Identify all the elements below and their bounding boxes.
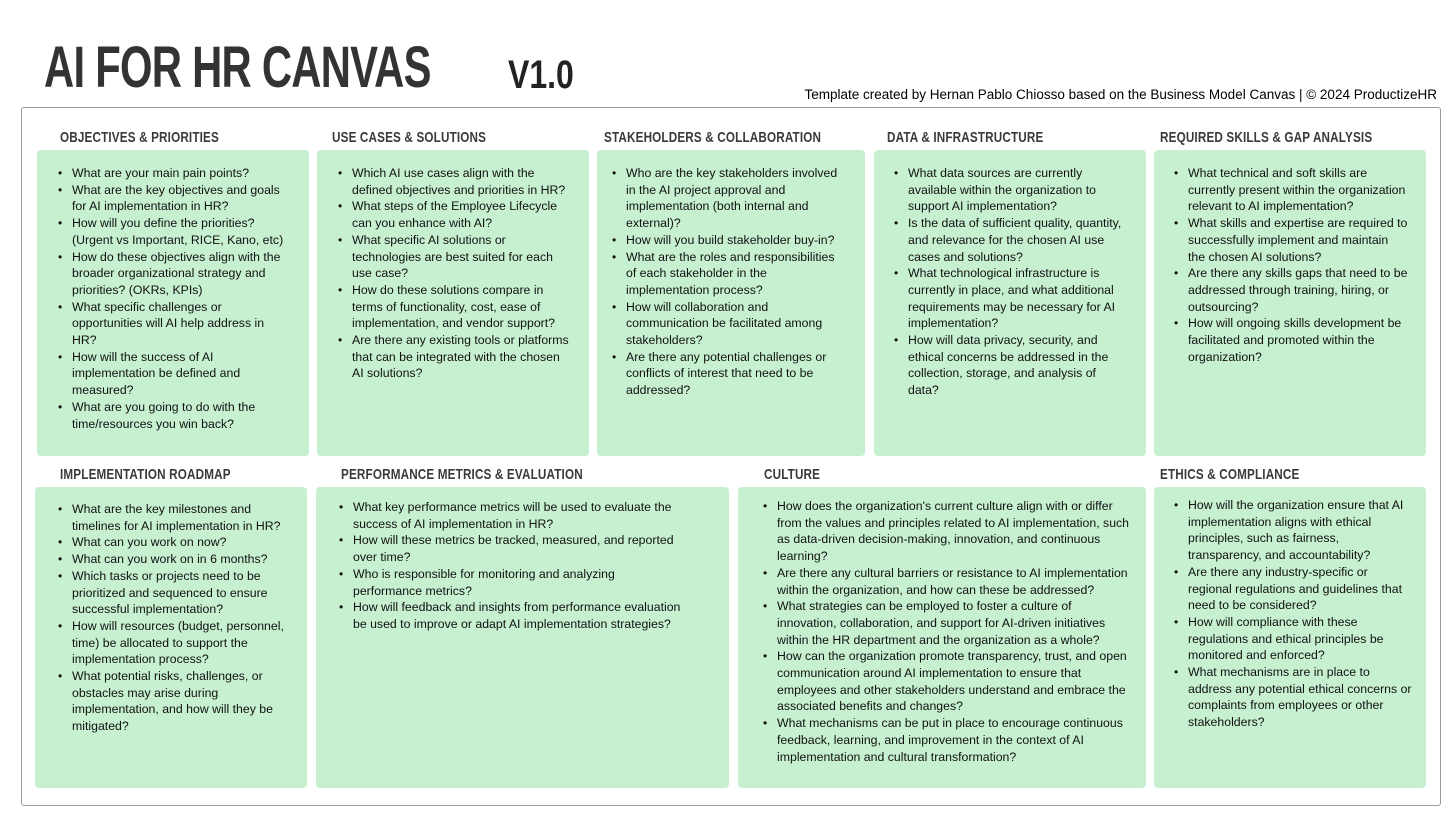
objectives-list <box>58 165 291 432</box>
list-item: • How will ongoing skills development be facilitated and promoted within the organization? <box>1174 315 1408 365</box>
data-list <box>894 165 1124 399</box>
list-item: • What key performance metrics will be used to evaluate the success of AI implementation in HR? <box>339 499 685 532</box>
list-item: • How will resources (budget, personnel, time) be allocated to support the implementation process? <box>58 618 289 668</box>
list-item: • What technical and soft skills are currently present within the organization relevant to AI implementation? <box>1174 165 1408 215</box>
list-item: • How will the organization ensure that AI implementation aligns with ethical principles, such as fairness, transparency, and accountability? <box>1174 497 1412 564</box>
list-item: • What mechanisms can be put in place to encourage continuous feedback, learning, and improvement in the context of AI implementation and cultural transformation? <box>763 715 1130 765</box>
list-item: • Who is responsible for monitoring and analyzing performance metrics? <box>339 566 685 599</box>
card-ethics-compliance <box>1154 487 1426 788</box>
list-item: • Is the data of sufficient quality, quantity, and relevance for the chosen AI use cases and solutions? <box>894 215 1124 265</box>
heading-implementation-roadmap: IMPLEMENTATION ROADMAP <box>60 466 231 483</box>
list-item: • What are your main pain points? <box>58 165 291 182</box>
list-item: • What skills and expertise are required to successfully implement and maintain the chosen AI solutions? <box>1174 215 1408 265</box>
card-skills-gap <box>1154 150 1426 456</box>
list-item: • How will feedback and insights from performance evaluation be used to improve or adapt AI implementation strategies? <box>339 599 685 632</box>
list-item: • How will these metrics be tracked, measured, and reported over time? <box>339 532 685 565</box>
list-item: • How will the success of AI implementation be defined and measured? <box>58 349 291 399</box>
list-item: • How will compliance with these regulations and ethical principles be monitored and enforced? <box>1174 614 1412 664</box>
list-item: • How will you build stakeholder buy-in? <box>612 232 847 249</box>
list-item: • What mechanisms are in place to address any potential ethical concerns or complaints from employees or other stakeholders? <box>1174 664 1412 731</box>
canvas-title: AI FOR HR CANVAS <box>44 35 431 100</box>
list-item: • What are the key objectives and goals for AI implementation in HR? <box>58 182 291 215</box>
culture-list <box>763 498 1130 765</box>
list-item: • What are the roles and responsibilities of each stakeholder in the implementation process? <box>612 249 847 299</box>
list-item: • What strategies can be employed to foster a culture of innovation, collaboration, and support for AI-driven initiatives within the HR department and the organization as a whole? <box>763 598 1130 648</box>
skills-list <box>1174 165 1408 365</box>
heading-performance-metrics: PERFORMANCE METRICS & EVALUATION <box>341 466 583 483</box>
card-data-infrastructure <box>874 150 1146 456</box>
list-item: • Are there any cultural barriers or resistance to AI implementation within the organization, and how can these be addressed? <box>763 565 1130 598</box>
card-stakeholders-collaboration <box>597 150 865 456</box>
use-cases-list <box>338 165 571 382</box>
heading-skills-gap: REQUIRED SKILLS & GAP ANALYSIS <box>1160 129 1373 146</box>
list-item: • What technological infrastructure is currently in place, and what additional requirements may be necessary for AI implementation? <box>894 265 1124 332</box>
list-item: • Who are the key stakeholders involved in the AI project approval and implementation (both internal and external)? <box>612 165 847 232</box>
ethics-list <box>1174 497 1412 731</box>
list-item: • What specific AI solutions or technologies are best suited for each use case? <box>338 232 571 282</box>
list-item: • Are there any existing tools or platforms that can be integrated with the chosen AI solutions? <box>338 332 571 382</box>
list-item: • What specific challenges or opportunities will AI help address in HR? <box>58 299 291 349</box>
metrics-list <box>339 499 685 633</box>
list-item: • What can you work on now? <box>58 534 289 551</box>
list-item: • How does the organization's current culture align with or differ from the values and principles related to AI implementation, such as data-driven decision-making, innovation, and continuous learning? <box>763 498 1130 565</box>
card-culture <box>738 487 1146 788</box>
list-item: • What data sources are currently available within the organization to support AI implementation? <box>894 165 1124 215</box>
list-item: • What can you work on in 6 months? <box>58 551 289 568</box>
list-item: • What are you going to do with the time/resources you win back? <box>58 399 291 432</box>
list-item: • Which tasks or projects need to be prioritized and sequenced to ensure successful implementation? <box>58 568 289 618</box>
heading-objectives-priorities: OBJECTIVES & PRIORITIES <box>60 129 219 146</box>
list-item: • How will you define the priorities? (Urgent vs Important, RICE, Kano, etc) <box>58 215 291 248</box>
card-use-cases-solutions <box>317 150 589 456</box>
heading-ethics-compliance: ETHICS & COMPLIANCE <box>1160 466 1300 483</box>
list-item: • How do these objectives align with the broader organizational strategy and priorities? (OKRs, KPIs) <box>58 249 291 299</box>
list-item: • Are there any skills gaps that need to be addressed through training, hiring, or outsourcing? <box>1174 265 1408 315</box>
version-label: V1.0 <box>508 53 574 97</box>
list-item: • Which AI use cases align with the defined objectives and priorities in HR? <box>338 165 571 198</box>
card-performance-metrics <box>316 487 729 788</box>
list-item: • How can the organization promote transparency, trust, and open communication around AI implementation to ensure that employees and other stakeholders understand and embrace the associated benefits and changes? <box>763 648 1130 715</box>
list-item: • What steps of the Employee Lifecycle can you enhance with AI? <box>338 198 571 231</box>
list-item: • Are there any industry-specific or regional regulations and guidelines that need to be considered? <box>1174 564 1412 614</box>
roadmap-list <box>58 501 289 735</box>
template-credit: Template created by Hernan Pablo Chiosso based on the Business Model Canvas | © 2024 ProductizeHR <box>804 87 1437 102</box>
list-item: • What potential risks, challenges, or obstacles may arise during implementation, and how will they be mitigated? <box>58 668 289 735</box>
list-item: • What are the key milestones and timelines for AI implementation in HR? <box>58 501 289 534</box>
card-objectives-priorities <box>37 150 309 456</box>
list-item: • How will data privacy, security, and ethical concerns be addressed in the collection, storage, and analysis of data? <box>894 332 1124 399</box>
heading-culture: CULTURE <box>764 466 821 483</box>
heading-stakeholders-collaboration: STAKEHOLDERS & COLLABORATION <box>604 129 822 146</box>
heading-data-infrastructure: DATA & INFRASTRUCTURE <box>887 129 1044 146</box>
list-item: • Are there any potential challenges or conflicts of interest that need to be addressed? <box>612 349 847 399</box>
stakeholders-list <box>612 165 847 399</box>
heading-use-cases-solutions: USE CASES & SOLUTIONS <box>332 129 487 146</box>
list-item: • How will collaboration and communication be facilitated among stakeholders? <box>612 299 847 349</box>
card-implementation-roadmap <box>35 487 307 788</box>
list-item: • How do these solutions compare in terms of functionality, cost, ease of implementation, and vendor support? <box>338 282 571 332</box>
